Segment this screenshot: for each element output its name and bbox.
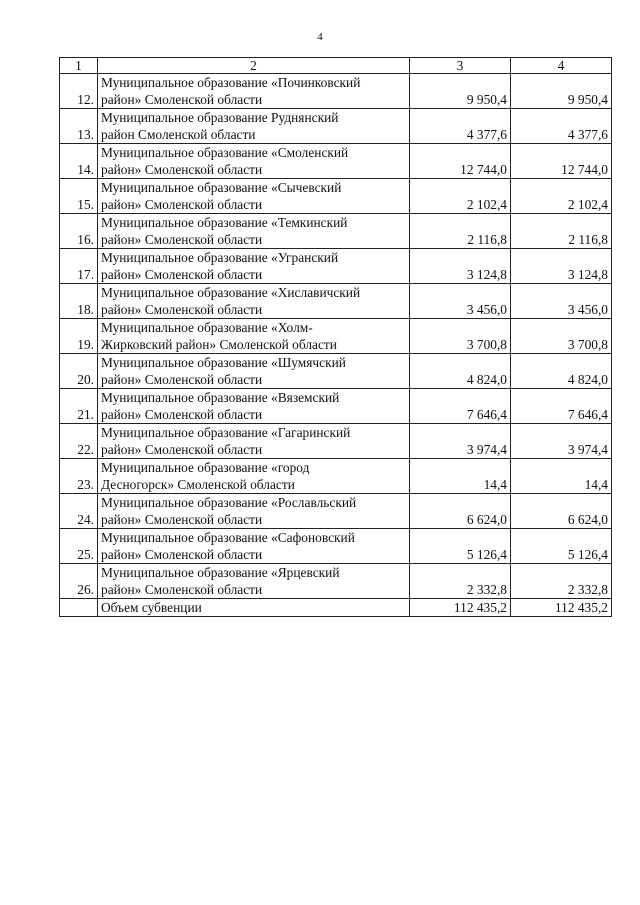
value-column-4: 6 624,0 <box>511 494 612 529</box>
column-header-2: 2 <box>98 58 410 74</box>
municipality-name-line-2: район» Смоленской области <box>101 547 263 562</box>
municipality-name <box>98 319 410 354</box>
value-column-4: 3 456,0 <box>511 284 612 319</box>
value-column-3: 9 950,4 <box>410 74 511 109</box>
table-row <box>60 424 612 459</box>
value-column-4: 14,4 <box>511 459 612 494</box>
municipality-name-line-2: район» Смоленской области <box>101 442 263 457</box>
value-column-3: 7 646,4 <box>410 389 511 424</box>
row-number: 15. <box>60 179 98 214</box>
municipality-name-line-1: Муниципальное образование «Рославльский <box>101 495 357 510</box>
municipality-name-line-1: Муниципальное образование «Темкинский <box>101 215 348 230</box>
row-number: 21. <box>60 389 98 424</box>
value-column-3: 3 456,0 <box>410 284 511 319</box>
municipality-name-line-2: район» Смоленской области <box>101 267 263 282</box>
municipality-name-line-2: район» Смоленской области <box>101 232 263 247</box>
table-row <box>60 284 612 319</box>
municipality-name-line-1: Муниципальное образование «Холм- <box>101 320 313 335</box>
table-row <box>60 494 612 529</box>
row-number: 13. <box>60 109 98 144</box>
table-row <box>60 74 612 109</box>
column-header-3: 3 <box>410 58 511 74</box>
value-column-4: 2 102,4 <box>511 179 612 214</box>
total-label: Объем субвенции <box>98 599 410 617</box>
row-number: 26. <box>60 564 98 599</box>
value-column-3: 5 126,4 <box>410 529 511 564</box>
value-column-4: 3 700,8 <box>511 319 612 354</box>
municipality-name <box>98 424 410 459</box>
row-number: 12. <box>60 74 98 109</box>
table-row <box>60 144 612 179</box>
municipality-name-line-1: Муниципальное образование «Сафоновский <box>101 530 355 545</box>
value-column-3: 4 377,6 <box>410 109 511 144</box>
municipality-name-line-2: район» Смоленской области <box>101 582 263 597</box>
row-number: 22. <box>60 424 98 459</box>
value-column-3: 2 116,8 <box>410 214 511 249</box>
row-number: 25. <box>60 529 98 564</box>
municipality-name-line-1: Муниципальное образование «Вяземский <box>101 390 340 405</box>
municipality-name <box>98 459 410 494</box>
table-row <box>60 214 612 249</box>
value-column-3: 2 332,8 <box>410 564 511 599</box>
municipality-name <box>98 109 410 144</box>
municipality-name-line-1: Муниципальное образование «Хиславичский <box>101 285 361 300</box>
value-column-3: 3 124,8 <box>410 249 511 284</box>
row-number: 14. <box>60 144 98 179</box>
value-column-4: 12 744,0 <box>511 144 612 179</box>
table-row <box>60 109 612 144</box>
municipality-name-line-2: район» Смоленской области <box>101 162 263 177</box>
value-column-4: 2 332,8 <box>511 564 612 599</box>
municipality-name-line-2: Жирковский район» Смоленской области <box>101 337 337 352</box>
table-row <box>60 249 612 284</box>
municipality-name-line-1: Муниципальное образование «Шумячский <box>101 355 346 370</box>
value-column-4: 9 950,4 <box>511 74 612 109</box>
municipality-name-line-1: Муниципальное образование «Угранский <box>101 250 339 265</box>
table-row <box>60 319 612 354</box>
value-column-4: 2 116,8 <box>511 214 612 249</box>
municipality-name-line-2: район» Смоленской области <box>101 197 263 212</box>
value-column-3: 2 102,4 <box>410 179 511 214</box>
column-header-1: 1 <box>60 58 98 74</box>
value-column-3: 12 744,0 <box>410 144 511 179</box>
municipality-name-line-2: район» Смоленской области <box>101 512 263 527</box>
municipality-name-line-1: Муниципальное образование «Гагаринский <box>101 425 351 440</box>
municipality-name-line-2: район» Смоленской области <box>101 372 263 387</box>
municipality-name <box>98 74 410 109</box>
municipality-name <box>98 494 410 529</box>
total-value-column-4: 112 435,2 <box>511 599 612 617</box>
column-number-row <box>60 58 612 74</box>
municipality-name <box>98 529 410 564</box>
total-number-cell <box>60 599 98 617</box>
table-row <box>60 529 612 564</box>
municipality-name-line-2: район» Смоленской области <box>101 92 263 107</box>
municipality-name-line-1: Муниципальное образование «Починковский <box>101 75 361 90</box>
value-column-3: 14,4 <box>410 459 511 494</box>
value-column-4: 7 646,4 <box>511 389 612 424</box>
row-number: 17. <box>60 249 98 284</box>
municipality-name-line-1: Муниципальное образование Руднянский <box>101 110 339 125</box>
municipality-name <box>98 214 410 249</box>
table-body <box>60 74 612 617</box>
total-row <box>60 599 612 617</box>
municipality-name <box>98 284 410 319</box>
row-number: 20. <box>60 354 98 389</box>
page-number: 4 <box>317 31 323 43</box>
row-number: 19. <box>60 319 98 354</box>
municipality-name <box>98 389 410 424</box>
table-row <box>60 354 612 389</box>
row-number: 24. <box>60 494 98 529</box>
table-row <box>60 179 612 214</box>
value-column-3: 3 974,4 <box>410 424 511 459</box>
value-column-3: 6 624,0 <box>410 494 511 529</box>
municipality-name-line-1: Муниципальное образование «Смоленский <box>101 145 349 160</box>
value-column-4: 4 377,6 <box>511 109 612 144</box>
value-column-4: 3 124,8 <box>511 249 612 284</box>
value-column-3: 3 700,8 <box>410 319 511 354</box>
subvention-table <box>59 57 612 617</box>
column-header-4: 4 <box>511 58 612 74</box>
municipality-name-line-2: Десногорск» Смоленской области <box>101 477 295 492</box>
value-column-3: 4 824,0 <box>410 354 511 389</box>
row-number: 16. <box>60 214 98 249</box>
municipality-name <box>98 249 410 284</box>
total-value-column-3: 112 435,2 <box>410 599 511 617</box>
municipality-name <box>98 179 410 214</box>
row-number: 23. <box>60 459 98 494</box>
value-column-4: 3 974,4 <box>511 424 612 459</box>
municipality-name-line-1: Муниципальное образование «Ярцевский <box>101 565 340 580</box>
table-row <box>60 389 612 424</box>
table-row <box>60 564 612 599</box>
table-row <box>60 459 612 494</box>
row-number: 18. <box>60 284 98 319</box>
municipality-name-line-2: район» Смоленской области <box>101 302 263 317</box>
municipality-name-line-2: район Смоленской области <box>101 127 256 142</box>
municipality-name-line-2: район» Смоленской области <box>101 407 263 422</box>
value-column-4: 5 126,4 <box>511 529 612 564</box>
municipality-name <box>98 564 410 599</box>
municipality-name-line-1: Муниципальное образование «Сычевский <box>101 180 342 195</box>
municipality-name <box>98 144 410 179</box>
municipality-name-line-1: Муниципальное образование «город <box>101 460 310 475</box>
value-column-4: 4 824,0 <box>511 354 612 389</box>
municipality-name <box>98 354 410 389</box>
